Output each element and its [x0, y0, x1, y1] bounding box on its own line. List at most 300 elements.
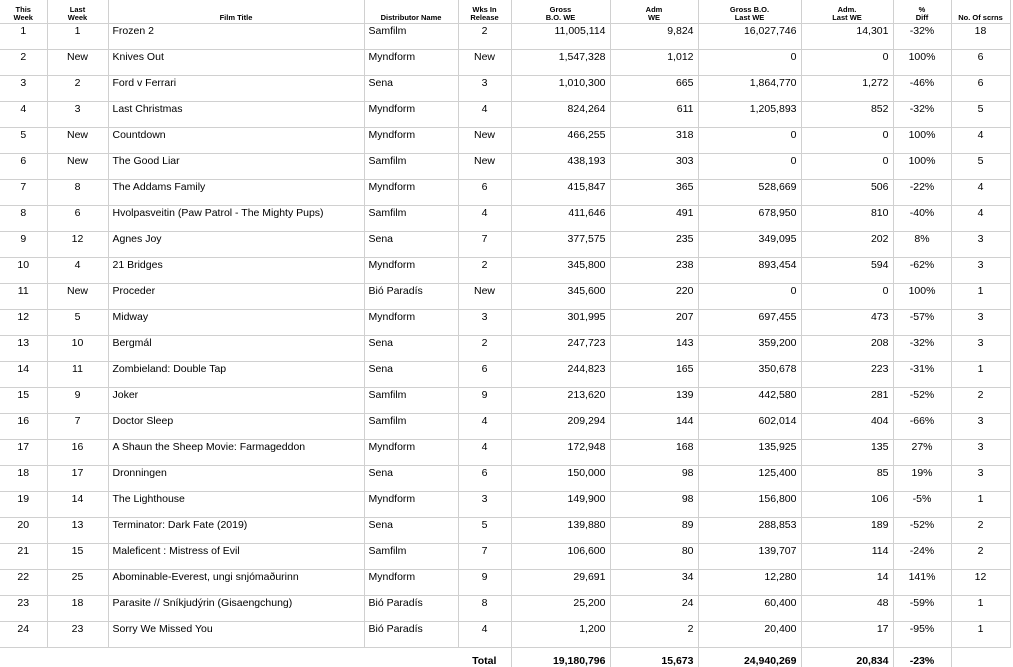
pct-diff-cell: -95% — [893, 622, 951, 648]
this-week-cell: 6 — [0, 154, 47, 180]
film-title-cell: The Lighthouse — [108, 492, 364, 518]
this-week-cell: 12 — [0, 310, 47, 336]
adm-we-cell: 143 — [610, 336, 698, 362]
this-week-cell: 16 — [0, 414, 47, 440]
totals-spacer — [0, 648, 47, 667]
screens-cell: 5 — [951, 102, 1010, 128]
adm-we-cell: 220 — [610, 284, 698, 310]
screens-cell: 6 — [951, 76, 1010, 102]
wks-in-release-cell: 4 — [458, 206, 511, 232]
film-title-cell: Maleficent : Mistress of Evil — [108, 544, 364, 570]
last-week-cell: 4 — [47, 258, 108, 284]
last-week-cell: 11 — [47, 362, 108, 388]
adm-last-we-cell: 0 — [801, 154, 893, 180]
gross-last-we-cell: 12,280 — [698, 570, 801, 596]
distributor-cell: Bió Paradís — [364, 622, 458, 648]
film-title-cell: 21 Bridges — [108, 258, 364, 284]
wks-in-release-cell: 5 — [458, 518, 511, 544]
wks-in-release-cell: 2 — [458, 258, 511, 284]
totals-body — [0, 648, 1010, 667]
wks-in-release-cell: 2 — [458, 336, 511, 362]
screens-cell: 3 — [951, 466, 1010, 492]
screens-cell: 6 — [951, 50, 1010, 76]
screens-cell: 1 — [951, 622, 1010, 648]
last-week-cell: 13 — [47, 518, 108, 544]
adm-we-cell: 238 — [610, 258, 698, 284]
adm-we-cell: 207 — [610, 310, 698, 336]
adm-we-cell: 2 — [610, 622, 698, 648]
film-title-cell: The Addams Family — [108, 180, 364, 206]
pct-diff-cell: -62% — [893, 258, 951, 284]
adm-last-we-cell: 473 — [801, 310, 893, 336]
gross-we-cell: 149,900 — [511, 492, 610, 518]
pct-diff-cell: -46% — [893, 76, 951, 102]
film-title-cell: Frozen 2 — [108, 24, 364, 50]
table-row — [0, 180, 1010, 206]
distributor-cell: Sena — [364, 336, 458, 362]
last-week-cell: 1 — [47, 24, 108, 50]
this-week-cell: 4 — [0, 102, 47, 128]
gross-last-we-cell: 528,669 — [698, 180, 801, 206]
film-title-cell: Terminator: Dark Fate (2019) — [108, 518, 364, 544]
screens-cell: 1 — [951, 492, 1010, 518]
adm-last-we-cell: 114 — [801, 544, 893, 570]
adm-last-we-cell: 202 — [801, 232, 893, 258]
gross-last-we-cell: 135,925 — [698, 440, 801, 466]
pct-diff-cell: 8% — [893, 232, 951, 258]
last-week-cell: New — [47, 154, 108, 180]
last-week-cell: 15 — [47, 544, 108, 570]
pct-diff-cell: 27% — [893, 440, 951, 466]
film-title-cell: Proceder — [108, 284, 364, 310]
total-gross-we: 19,180,796 — [511, 648, 610, 667]
wks-in-release-cell: New — [458, 284, 511, 310]
table-row — [0, 362, 1010, 388]
this-week-cell: 2 — [0, 50, 47, 76]
wks-in-release-cell: 4 — [458, 102, 511, 128]
gross-we-cell: 824,264 — [511, 102, 610, 128]
this-week-cell: 9 — [0, 232, 47, 258]
screens-cell: 2 — [951, 544, 1010, 570]
gross-we-cell: 106,600 — [511, 544, 610, 570]
distributor-cell: Sena — [364, 232, 458, 258]
film-title-cell: Agnes Joy — [108, 232, 364, 258]
distributor-cell: Samfilm — [364, 154, 458, 180]
gross-we-cell: 11,005,114 — [511, 24, 610, 50]
adm-last-we-cell: 1,272 — [801, 76, 893, 102]
gross-we-cell: 244,823 — [511, 362, 610, 388]
total-gross-last-we: 24,940,269 — [698, 648, 801, 667]
table-row — [0, 258, 1010, 284]
adm-last-we-cell: 404 — [801, 414, 893, 440]
total-pct-diff: -23% — [893, 648, 951, 667]
adm-last-we-cell: 208 — [801, 336, 893, 362]
screens-cell: 18 — [951, 24, 1010, 50]
this-week-cell: 5 — [0, 128, 47, 154]
adm-we-cell: 139 — [610, 388, 698, 414]
totals-label: Total — [458, 648, 511, 667]
header-film-title: Film Title — [108, 0, 364, 24]
gross-last-we-cell: 0 — [698, 284, 801, 310]
film-title-cell: Bergmál — [108, 336, 364, 362]
header-row — [0, 0, 1010, 24]
film-title-cell: Hvolpasveitin (Paw Patrol - The Mighty Pups) — [108, 206, 364, 232]
last-week-cell: 23 — [47, 622, 108, 648]
gross-last-we-cell: 349,095 — [698, 232, 801, 258]
wks-in-release-cell: 3 — [458, 76, 511, 102]
distributor-cell: Samfilm — [364, 206, 458, 232]
film-title-cell: Doctor Sleep — [108, 414, 364, 440]
pct-diff-cell: -59% — [893, 596, 951, 622]
gross-we-cell: 466,255 — [511, 128, 610, 154]
gross-we-cell: 172,948 — [511, 440, 610, 466]
distributor-cell: Myndform — [364, 102, 458, 128]
screens-cell: 4 — [951, 128, 1010, 154]
distributor-cell: Bió Paradís — [364, 284, 458, 310]
wks-in-release-cell: 4 — [458, 440, 511, 466]
gross-we-cell: 1,010,300 — [511, 76, 610, 102]
header-gross-we: Gross B.O. WE — [511, 0, 610, 24]
adm-we-cell: 98 — [610, 466, 698, 492]
table-row — [0, 388, 1010, 414]
pct-diff-cell: -32% — [893, 102, 951, 128]
totals-spacer — [108, 648, 364, 667]
this-week-cell: 21 — [0, 544, 47, 570]
last-week-cell: New — [47, 128, 108, 154]
this-week-cell: 15 — [0, 388, 47, 414]
distributor-cell: Myndform — [364, 258, 458, 284]
table-row — [0, 284, 1010, 310]
last-week-cell: New — [47, 284, 108, 310]
last-week-cell: 9 — [47, 388, 108, 414]
gross-last-we-cell: 893,454 — [698, 258, 801, 284]
film-title-cell: Ford v Ferrari — [108, 76, 364, 102]
adm-last-we-cell: 0 — [801, 50, 893, 76]
screens-cell: 1 — [951, 284, 1010, 310]
gross-last-we-cell: 678,950 — [698, 206, 801, 232]
film-title-cell: Midway — [108, 310, 364, 336]
film-title-cell: Abominable-Everest, ungi snjómaðurinn — [108, 570, 364, 596]
pct-diff-cell: -66% — [893, 414, 951, 440]
wks-in-release-cell: 7 — [458, 544, 511, 570]
last-week-cell: New — [47, 50, 108, 76]
gross-we-cell: 1,200 — [511, 622, 610, 648]
table-row — [0, 154, 1010, 180]
adm-last-we-cell: 594 — [801, 258, 893, 284]
table-row — [0, 492, 1010, 518]
pct-diff-cell: 141% — [893, 570, 951, 596]
gross-last-we-cell: 16,027,746 — [698, 24, 801, 50]
distributor-cell: Myndform — [364, 128, 458, 154]
screens-cell: 4 — [951, 180, 1010, 206]
this-week-cell: 18 — [0, 466, 47, 492]
adm-last-we-cell: 135 — [801, 440, 893, 466]
film-title-cell: Last Christmas — [108, 102, 364, 128]
adm-last-we-cell: 48 — [801, 596, 893, 622]
wks-in-release-cell: 4 — [458, 414, 511, 440]
last-week-cell: 18 — [47, 596, 108, 622]
this-week-cell: 8 — [0, 206, 47, 232]
gross-last-we-cell: 350,678 — [698, 362, 801, 388]
screens-cell: 3 — [951, 414, 1010, 440]
distributor-cell: Sena — [364, 466, 458, 492]
totals-spacer — [364, 648, 458, 667]
gross-last-we-cell: 288,853 — [698, 518, 801, 544]
wks-in-release-cell: 3 — [458, 492, 511, 518]
last-week-cell: 3 — [47, 102, 108, 128]
film-title-cell: Zombieland: Double Tap — [108, 362, 364, 388]
pct-diff-cell: 19% — [893, 466, 951, 492]
gross-last-we-cell: 156,800 — [698, 492, 801, 518]
screens-cell: 2 — [951, 518, 1010, 544]
table-body — [0, 24, 1010, 648]
pct-diff-cell: -22% — [893, 180, 951, 206]
gross-last-we-cell: 0 — [698, 154, 801, 180]
gross-last-we-cell: 139,707 — [698, 544, 801, 570]
header-screens: No. Of scrns — [951, 0, 1010, 24]
pct-diff-cell: -40% — [893, 206, 951, 232]
pct-diff-cell: 100% — [893, 128, 951, 154]
wks-in-release-cell: New — [458, 154, 511, 180]
gross-last-we-cell: 359,200 — [698, 336, 801, 362]
gross-we-cell: 1,547,328 — [511, 50, 610, 76]
adm-we-cell: 1,012 — [610, 50, 698, 76]
pct-diff-cell: -24% — [893, 544, 951, 570]
adm-we-cell: 165 — [610, 362, 698, 388]
table-row — [0, 466, 1010, 492]
this-week-cell: 22 — [0, 570, 47, 596]
adm-we-cell: 365 — [610, 180, 698, 206]
distributor-cell: Myndform — [364, 492, 458, 518]
gross-we-cell: 377,575 — [511, 232, 610, 258]
header-gross-last-we: Gross B.O. Last WE — [698, 0, 801, 24]
gross-we-cell: 247,723 — [511, 336, 610, 362]
adm-last-we-cell: 0 — [801, 128, 893, 154]
wks-in-release-cell: 3 — [458, 310, 511, 336]
screens-cell: 3 — [951, 336, 1010, 362]
distributor-cell: Samfilm — [364, 24, 458, 50]
distributor-cell: Myndform — [364, 310, 458, 336]
pct-diff-cell: 100% — [893, 154, 951, 180]
gross-last-we-cell: 697,455 — [698, 310, 801, 336]
film-title-cell: Sorry We Missed You — [108, 622, 364, 648]
distributor-cell: Myndform — [364, 570, 458, 596]
adm-we-cell: 89 — [610, 518, 698, 544]
table-row — [0, 206, 1010, 232]
pct-diff-cell: -32% — [893, 24, 951, 50]
distributor-cell: Sena — [364, 518, 458, 544]
adm-we-cell: 318 — [610, 128, 698, 154]
wks-in-release-cell: New — [458, 50, 511, 76]
adm-last-we-cell: 85 — [801, 466, 893, 492]
adm-last-we-cell: 852 — [801, 102, 893, 128]
film-title-cell: A Shaun the Sheep Movie: Farmageddon — [108, 440, 364, 466]
adm-we-cell: 98 — [610, 492, 698, 518]
last-week-cell: 12 — [47, 232, 108, 258]
screens-cell: 5 — [951, 154, 1010, 180]
total-adm-we: 15,673 — [610, 648, 698, 667]
gross-we-cell: 345,800 — [511, 258, 610, 284]
adm-we-cell: 144 — [610, 414, 698, 440]
film-title-cell: Knives Out — [108, 50, 364, 76]
totals-spacer — [951, 648, 1010, 667]
adm-last-we-cell: 810 — [801, 206, 893, 232]
distributor-cell: Sena — [364, 362, 458, 388]
film-title-cell: The Good Liar — [108, 154, 364, 180]
pct-diff-cell: -32% — [893, 336, 951, 362]
film-title-cell: Parasite // Sníkjudýrin (Gisaengchung) — [108, 596, 364, 622]
wks-in-release-cell: New — [458, 128, 511, 154]
table-row — [0, 24, 1010, 50]
table-row — [0, 518, 1010, 544]
distributor-cell: Bió Paradís — [364, 596, 458, 622]
distributor-cell: Samfilm — [364, 388, 458, 414]
table-row — [0, 544, 1010, 570]
adm-we-cell: 80 — [610, 544, 698, 570]
adm-last-we-cell: 223 — [801, 362, 893, 388]
film-title-cell: Dronningen — [108, 466, 364, 492]
last-week-cell: 7 — [47, 414, 108, 440]
table-row — [0, 102, 1010, 128]
gross-we-cell: 438,193 — [511, 154, 610, 180]
last-week-cell: 17 — [47, 466, 108, 492]
table-row — [0, 570, 1010, 596]
screens-cell: 2 — [951, 388, 1010, 414]
header-adm-last-we: Adm. Last WE — [801, 0, 893, 24]
last-week-cell: 5 — [47, 310, 108, 336]
last-week-cell: 25 — [47, 570, 108, 596]
gross-we-cell: 139,880 — [511, 518, 610, 544]
gross-we-cell: 213,620 — [511, 388, 610, 414]
header-this-week: This Week — [0, 0, 47, 24]
table-row — [0, 50, 1010, 76]
gross-last-we-cell: 60,400 — [698, 596, 801, 622]
header-adm-we: Adm WE — [610, 0, 698, 24]
wks-in-release-cell: 6 — [458, 180, 511, 206]
wks-in-release-cell: 9 — [458, 388, 511, 414]
pct-diff-cell: -52% — [893, 388, 951, 414]
screens-cell: 3 — [951, 310, 1010, 336]
adm-last-we-cell: 506 — [801, 180, 893, 206]
this-week-cell: 1 — [0, 24, 47, 50]
this-week-cell: 7 — [0, 180, 47, 206]
last-week-cell: 6 — [47, 206, 108, 232]
gross-we-cell: 150,000 — [511, 466, 610, 492]
screens-cell: 3 — [951, 258, 1010, 284]
wks-in-release-cell: 6 — [458, 362, 511, 388]
table-row — [0, 336, 1010, 362]
gross-we-cell: 411,646 — [511, 206, 610, 232]
table-row — [0, 414, 1010, 440]
adm-we-cell: 34 — [610, 570, 698, 596]
distributor-cell: Sena — [364, 76, 458, 102]
screens-cell: 3 — [951, 440, 1010, 466]
last-week-cell: 16 — [47, 440, 108, 466]
this-week-cell: 3 — [0, 76, 47, 102]
gross-we-cell: 25,200 — [511, 596, 610, 622]
table-row — [0, 596, 1010, 622]
wks-in-release-cell: 4 — [458, 622, 511, 648]
adm-last-we-cell: 281 — [801, 388, 893, 414]
screens-cell: 4 — [951, 206, 1010, 232]
totals-spacer — [47, 648, 108, 667]
pct-diff-cell: 100% — [893, 50, 951, 76]
distributor-cell: Myndform — [364, 180, 458, 206]
pct-diff-cell: -31% — [893, 362, 951, 388]
distributor-cell: Samfilm — [364, 544, 458, 570]
this-week-cell: 14 — [0, 362, 47, 388]
distributor-cell: Myndform — [364, 440, 458, 466]
film-title-cell: Joker — [108, 388, 364, 414]
adm-last-we-cell: 14,301 — [801, 24, 893, 50]
adm-we-cell: 303 — [610, 154, 698, 180]
pct-diff-cell: -52% — [893, 518, 951, 544]
adm-we-cell: 491 — [610, 206, 698, 232]
table-row — [0, 440, 1010, 466]
this-week-cell: 11 — [0, 284, 47, 310]
this-week-cell: 23 — [0, 596, 47, 622]
wks-in-release-cell: 7 — [458, 232, 511, 258]
last-week-cell: 2 — [47, 76, 108, 102]
screens-cell: 3 — [951, 232, 1010, 258]
pct-diff-cell: -5% — [893, 492, 951, 518]
screens-cell: 1 — [951, 596, 1010, 622]
this-week-cell: 13 — [0, 336, 47, 362]
gross-we-cell: 29,691 — [511, 570, 610, 596]
pct-diff-cell: 100% — [893, 284, 951, 310]
this-week-cell: 20 — [0, 518, 47, 544]
table-row — [0, 76, 1010, 102]
adm-last-we-cell: 0 — [801, 284, 893, 310]
gross-last-we-cell: 442,580 — [698, 388, 801, 414]
header-pct-diff: % Diff — [893, 0, 951, 24]
pct-diff-cell: -57% — [893, 310, 951, 336]
this-week-cell: 10 — [0, 258, 47, 284]
adm-we-cell: 665 — [610, 76, 698, 102]
adm-we-cell: 168 — [610, 440, 698, 466]
header-distributor: Distributor Name — [364, 0, 458, 24]
table-row — [0, 128, 1010, 154]
header-last-week: Last Week — [47, 0, 108, 24]
film-title-cell: Countdown — [108, 128, 364, 154]
gross-last-we-cell: 20,400 — [698, 622, 801, 648]
gross-we-cell: 209,294 — [511, 414, 610, 440]
gross-last-we-cell: 125,400 — [698, 466, 801, 492]
last-week-cell: 14 — [47, 492, 108, 518]
adm-we-cell: 24 — [610, 596, 698, 622]
screens-cell: 12 — [951, 570, 1010, 596]
adm-we-cell: 611 — [610, 102, 698, 128]
total-adm-last-we: 20,834 — [801, 648, 893, 667]
adm-last-we-cell: 14 — [801, 570, 893, 596]
adm-last-we-cell: 106 — [801, 492, 893, 518]
adm-last-we-cell: 189 — [801, 518, 893, 544]
adm-last-we-cell: 17 — [801, 622, 893, 648]
gross-we-cell: 345,600 — [511, 284, 610, 310]
adm-we-cell: 235 — [610, 232, 698, 258]
wks-in-release-cell: 9 — [458, 570, 511, 596]
last-week-cell: 10 — [47, 336, 108, 362]
this-week-cell: 19 — [0, 492, 47, 518]
wks-in-release-cell: 8 — [458, 596, 511, 622]
gross-last-we-cell: 1,864,770 — [698, 76, 801, 102]
gross-last-we-cell: 602,014 — [698, 414, 801, 440]
this-week-cell: 17 — [0, 440, 47, 466]
header-wks-in-release: Wks In Release — [458, 0, 511, 24]
wks-in-release-cell: 6 — [458, 466, 511, 492]
gross-last-we-cell: 1,205,893 — [698, 102, 801, 128]
last-week-cell: 8 — [47, 180, 108, 206]
